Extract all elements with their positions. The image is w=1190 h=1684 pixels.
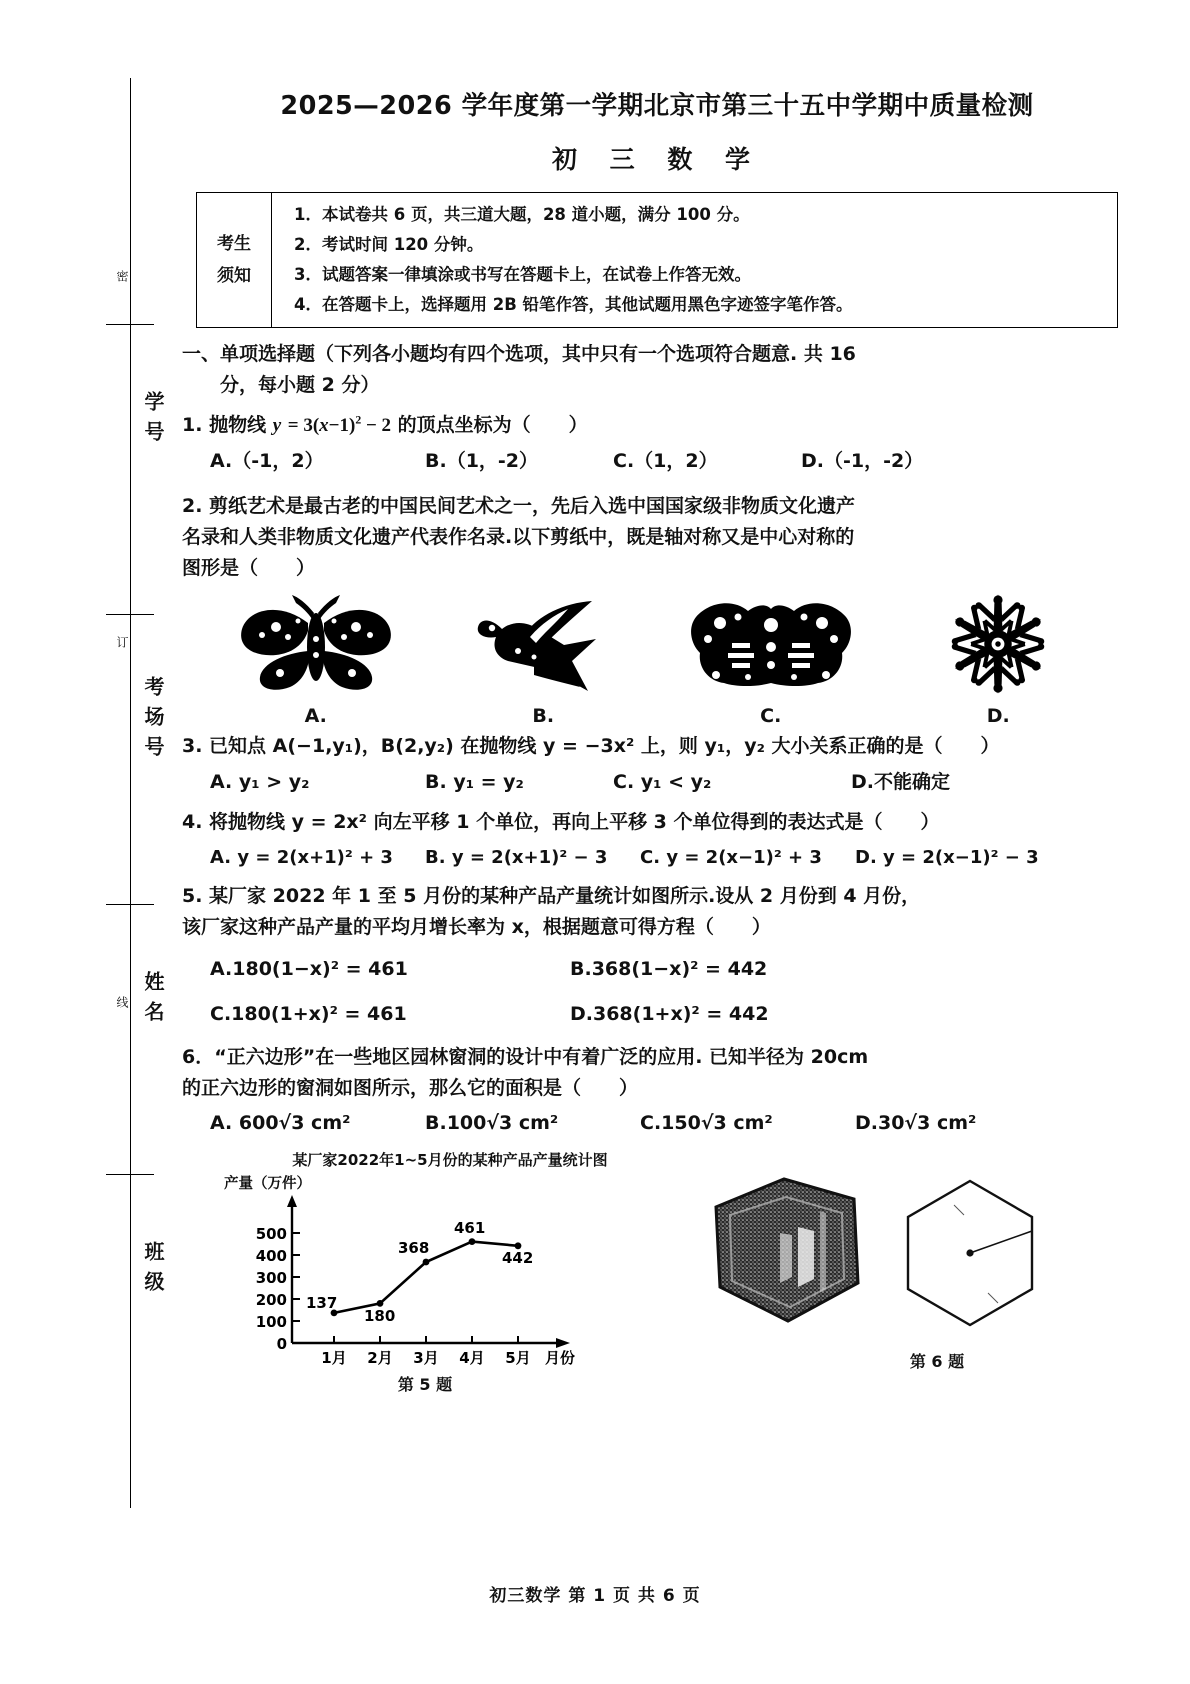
notice-item-1: 1．本试卷共 6 页，共三道大题，28 道小题，满分 100 分。 — [294, 205, 750, 224]
page-footer: 初三数学 第 1 页 共 6 页 — [489, 1586, 701, 1606]
question-2-label-d: D. — [986, 705, 1010, 728]
chart-plot — [230, 1193, 630, 1365]
question-6-line1: 6．“正六边形”在一些地区园林窗洞的设计中有着广泛的应用. 已知半径为 20cm — [182, 1045, 869, 1068]
question-3-option-b[interactable]: B. y₁ = y₂ — [425, 771, 524, 794]
question-1-stem: 1. 抛物线 $y = 3(x-1)^2 - 2$ 的顶点坐标为（ ） — [182, 413, 588, 436]
question-4-stem: 4. 将抛物线 y = 2x² 向左平移 1 个单位，再向上平移 3 个单位得到的表达式是（ ） — [182, 810, 940, 833]
question-1-option-b[interactable]: B.（1，-2） — [425, 450, 539, 473]
chart-point-label-1: 137 — [306, 1294, 338, 1313]
question-1-stem-pre: 抛物线 — [209, 413, 273, 436]
question-1-option-d[interactable]: D.（-1，-2） — [801, 450, 924, 473]
question-3-options — [182, 767, 1132, 798]
chart-xtick-3: 3月 — [413, 1349, 439, 1366]
question-3 — [182, 731, 1132, 798]
question-4-option-b[interactable]: B. y = 2(x+1)² − 3 — [425, 846, 608, 868]
question-3-stem: 3. 已知点 A(−1,y₁)，B(2,y₂) 在抛物线 y = −3x² 上，则 y₁，y₂ 大小关系正确的是（ ） — [182, 735, 1000, 758]
candidate-notice-box — [196, 192, 1118, 328]
page-subtitle: 初 三 数 学 — [551, 145, 763, 174]
chart-point-label-5: 442 — [502, 1249, 534, 1268]
chart-xtick-5: 5月 — [505, 1349, 531, 1366]
chart-ytick-500: 500 — [255, 1225, 287, 1244]
field-label-student-id: 学号 — [141, 391, 165, 451]
question-5-line1: 5. 某厂家 2022 年 1 至 5 月份的某种产品产量统计如图所示.设从 2 月份到 4 月份， — [182, 884, 921, 907]
question-1-number: 1. — [182, 413, 203, 436]
swallow-papercut-icon — [468, 595, 618, 699]
question-2-line3: 图形是（ ） — [182, 556, 316, 579]
question-4-options — [182, 843, 1132, 872]
figure-caption-q6: 第 6 题 — [909, 1352, 965, 1372]
section-heading — [182, 339, 1132, 401]
question-1 — [182, 410, 1132, 478]
notice-label-line1: 考生 — [217, 233, 251, 254]
binding-divider-1 — [106, 324, 154, 325]
chart-xtick-4: 4月 — [459, 1349, 485, 1366]
page-title: 2025—2026 学年度第一学期北京市第三十五中学期中质量检测 — [280, 91, 1034, 121]
notice-item-3: 3．试题答案一律填涂或书写在答题卡上，在试卷上作答无效。 — [294, 265, 751, 285]
section-heading-line2: 分，每小题 2 分） — [220, 373, 380, 396]
snowflake-papercut-icon — [923, 589, 1073, 699]
question-6-option-b[interactable]: B.100√3 cm² — [425, 1112, 559, 1135]
double-fish-papercut-icon — [686, 595, 856, 699]
question-4-option-c[interactable]: C. y = 2(x−1)² + 3 — [640, 846, 822, 868]
chart-point-label-3: 368 — [398, 1239, 430, 1258]
figure-caption-q5: 第 5 题 — [397, 1375, 453, 1395]
question-2-choice-b[interactable] — [456, 595, 631, 727]
question-2 — [182, 491, 1132, 583]
question-2-label-b: B. — [532, 705, 555, 728]
binding-divider-4 — [106, 1174, 154, 1175]
seal-mark-ding: 订 — [115, 636, 129, 651]
question-3-option-a[interactable]: A. y₁ > y₂ — [210, 771, 310, 794]
chart-ylabel: 产量（万件） — [224, 1176, 311, 1193]
question-4-option-a[interactable]: A. y = 2(x+1)² + 3 — [210, 846, 393, 868]
hexagon-diagram-with-radius — [908, 1181, 1032, 1325]
notice-item-2: 2．考试时间 120 分钟。 — [294, 235, 484, 255]
question-5-option-c[interactable]: C.180(1+x)² = 461 — [210, 1003, 407, 1026]
question-5-options-row1 — [182, 954, 1132, 985]
question-1-options — [182, 446, 1132, 477]
section-heading-line1: 一、单项选择题（下列各小题均有四个选项，其中只有一个选项符合题意. 共 16 — [182, 343, 856, 366]
question-6-options — [182, 1108, 1132, 1139]
chart-point-label-2: 180 — [364, 1307, 396, 1326]
chart-ytick-300: 300 — [255, 1269, 287, 1288]
question-6-line2: 的正六边形的窗洞如图所示，那么它的面积是（ ） — [182, 1076, 639, 1099]
hexagon-figure-pair — [702, 1171, 1072, 1346]
chart-ytick-0: 0 — [276, 1335, 287, 1354]
chart-xtick-1: 1月 — [321, 1349, 347, 1366]
question-2-figure-row — [182, 597, 1132, 727]
field-label-class: 班级 — [141, 1241, 165, 1301]
question-2-label-a: A. — [304, 705, 327, 728]
seal-mark-xian: 线 — [115, 996, 129, 1011]
question-5-line2: 该厂家这种产品产量的平均月增长率为 x，根据题意可得方程（ ） — [182, 915, 771, 938]
seal-mark-mi: 密 — [115, 270, 129, 285]
question-2-line1: 2. 剪纸艺术是最古老的中国民间艺术之一，先后入选中国国家级非物质文化遗产 — [182, 495, 856, 518]
question-3-option-c[interactable]: C. y₁ < y₂ — [613, 771, 712, 794]
field-label-exam-room: 考场号 — [141, 676, 165, 766]
question-2-line2: 名录和人类非物质文化遗产代表作名录.以下剪纸中，既是轴对称又是中心对称的 — [182, 525, 855, 548]
field-label-name: 姓名 — [141, 971, 165, 1031]
notice-label-line2: 须知 — [217, 266, 251, 287]
question-2-choice-c[interactable] — [683, 595, 858, 727]
question-6-figures — [702, 1171, 1082, 1391]
chart-title: 某厂家2022年1~5月份的某种产品产量统计图 — [292, 1151, 608, 1170]
question-1-option-a[interactable]: A.（-1，2） — [210, 450, 324, 473]
notice-body — [272, 193, 1117, 327]
chart-xtick-2: 2月 — [367, 1349, 393, 1366]
question-4-option-d[interactable]: D. y = 2(x−1)² − 3 — [855, 846, 1039, 868]
question-6 — [182, 1042, 1132, 1139]
production-line-chart — [224, 1149, 660, 1395]
chart-ytick-200: 200 — [255, 1291, 287, 1310]
chart-ytick-100: 100 — [255, 1313, 287, 1332]
question-6-option-d[interactable]: D.30√3 cm² — [855, 1112, 977, 1135]
exam-content — [182, 86, 1132, 1399]
question-6-option-c[interactable]: C.150√3 cm² — [640, 1112, 773, 1135]
butterfly-papercut-icon — [236, 595, 396, 699]
question-6-option-a[interactable]: A. 600√3 cm² — [210, 1112, 351, 1135]
chart-ytick-400: 400 — [255, 1247, 287, 1266]
notice-label — [197, 193, 272, 327]
notice-item-4: 4．在答题卡上，选择题用 2B 铅笔作答，其他试题用黑色字迹签字笔作答。 — [294, 295, 853, 315]
question-5-option-a[interactable]: A.180(1−x)² = 461 — [210, 958, 408, 981]
question-3-option-d[interactable]: D.不能确定 — [851, 771, 950, 794]
question-2-choice-a[interactable] — [228, 595, 403, 727]
question-2-label-c: C. — [760, 705, 782, 728]
binding-divider-3 — [106, 904, 154, 905]
binding-divider-2 — [106, 614, 154, 615]
question-5-option-b[interactable]: B.368(1−x)² = 442 — [570, 958, 768, 981]
chart-point-label-4: 461 — [454, 1219, 486, 1238]
question-5 — [182, 881, 1132, 1030]
stone-hexagon-window-photo — [716, 1179, 858, 1321]
chart-xlabel: 月份 — [544, 1349, 576, 1366]
binding-strip — [62, 78, 182, 1508]
figures-row — [182, 1149, 1132, 1399]
question-5-option-d[interactable]: D.368(1+x)² = 442 — [570, 1003, 769, 1026]
question-1-option-c[interactable]: C.（1，2） — [613, 450, 718, 473]
question-5-options-row2 — [182, 999, 1132, 1030]
question-2-choice-d[interactable] — [911, 589, 1086, 727]
question-4 — [182, 807, 1132, 872]
question-1-stem-post: 的顶点坐标为（ ） — [391, 413, 588, 436]
